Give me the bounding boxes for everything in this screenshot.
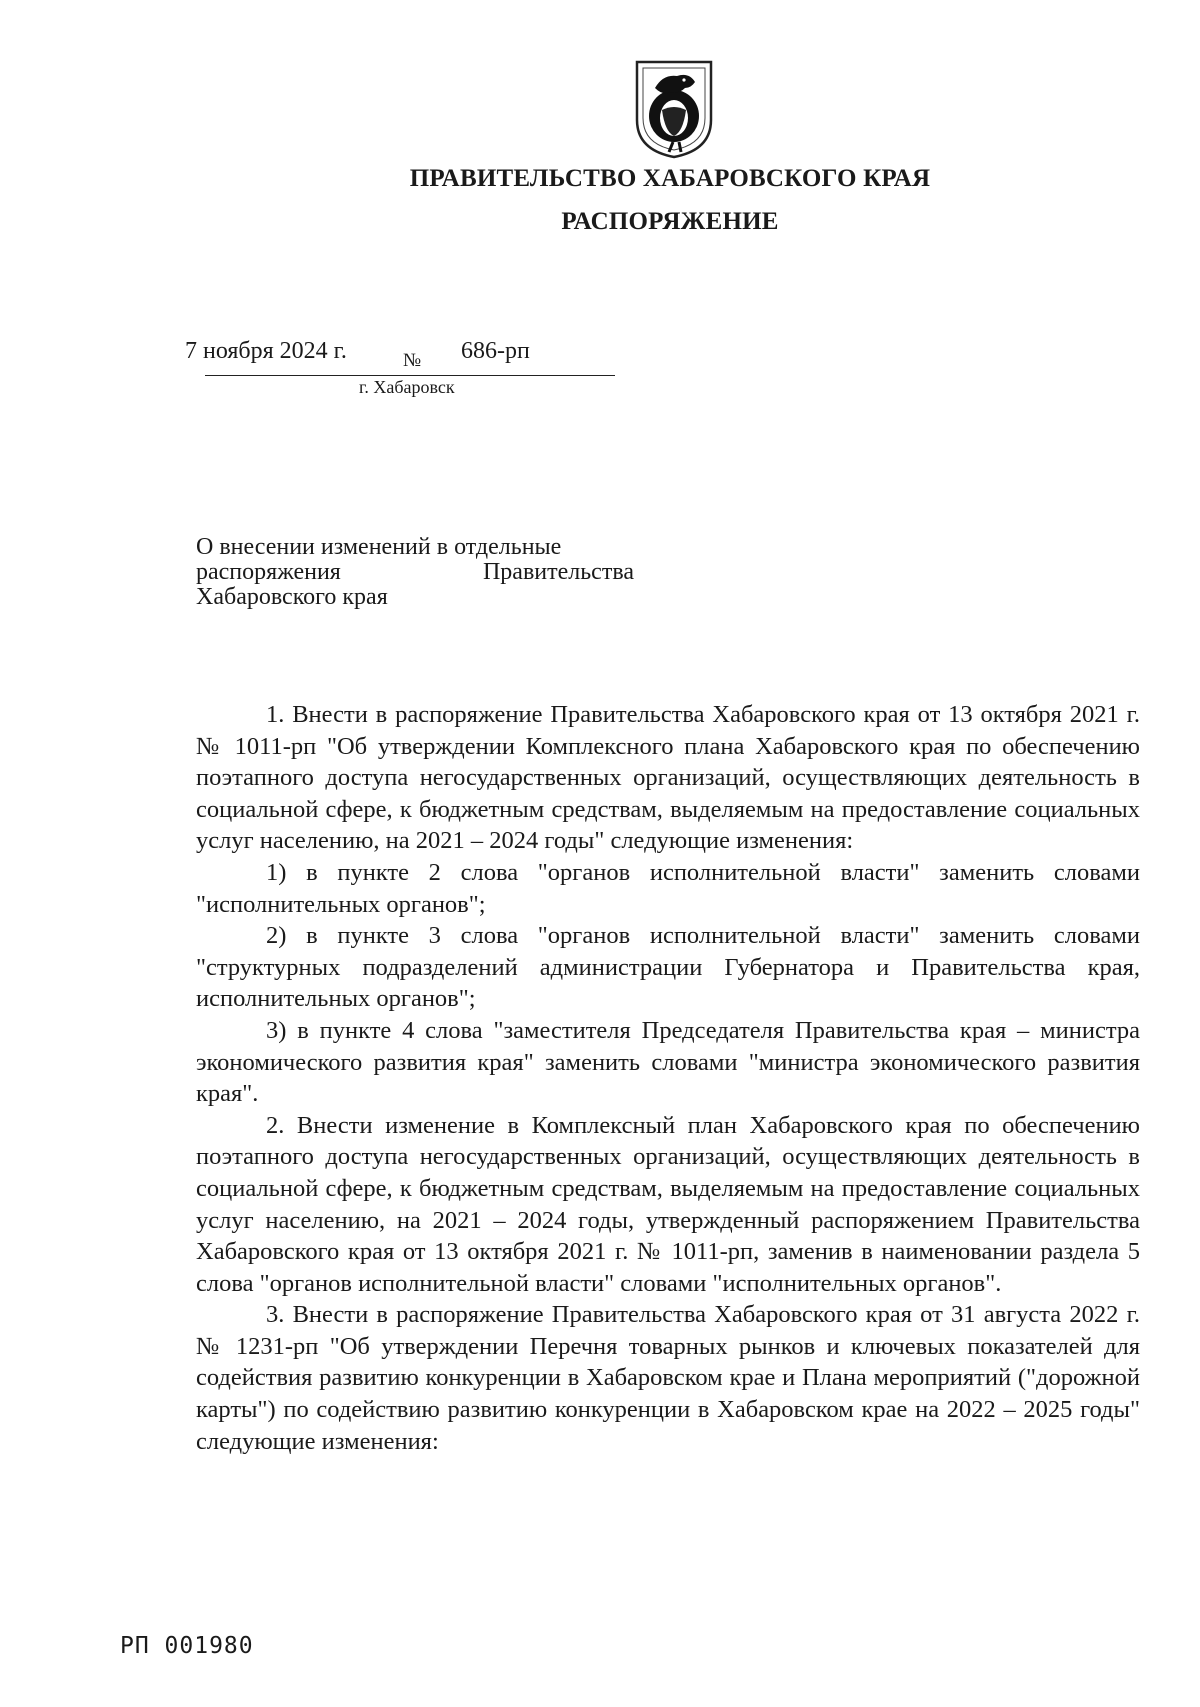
coat-of-arms-icon [633, 58, 715, 160]
subject-line: распоряжения Правительства [196, 559, 634, 585]
document-body [196, 699, 1140, 1457]
body-paragraph: 1. Внести в распоряжение Правительства Хабаровского края от 13 октября 2021 г. № 1011-рп "Об утверждении Комплексного плана Хабаровского края по обеспечению поэтапного доступа негосударственных организаций, осуществляющих деятельность в социальной сфере, к бюджетным средствам, выделяемым на предоставление социальных услуг населению, на 2021 – 2024 годы" следующие изменения: [196, 701, 1140, 855]
document-number: 686-рп [461, 338, 530, 364]
document-type: РАСПОРЯЖЕНИЕ [561, 208, 779, 235]
details-underline [205, 375, 615, 376]
body-paragraph: 3. Внести в распоряжение Правительства Хабаровского края от 31 августа 2022 г. № 1231-рп "Об утверждении Перечня товарных рынков и ключевых показателей для содействия развитию конкуренции в Хабаровском крае и Плана мероприятий ("дорожной карты") по содействию развитию конкуренции в Хабаровском крае на 2022 – 2025 годы" следующие изменения: [196, 1301, 1140, 1455]
document-details [185, 338, 635, 398]
body-paragraph: 2) в пункте 3 слова "органов исполнительной власти" заменить словами "структурных подразделений администрации Губернатора и Правительства края, исполнительных органов"; [196, 922, 1140, 1013]
number-sign: № [403, 350, 422, 371]
body-paragraph: 3) в пункте 4 слова "заместителя Председателя Правительства края – министра экономического развития края" заменить словами "министра экономического развития края". [196, 1016, 1140, 1108]
subject-line: Хабаровского края [196, 584, 388, 610]
document-city: г. Хабаровск [359, 377, 455, 397]
body-paragraph: 1) в пункте 2 слова "органов исполнительной власти" заменить словами "исполнительных органов"; [196, 858, 1140, 918]
organization-name: ПРАВИТЕЛЬСТВО ХАБАРОВСКОГО КРАЯ [409, 165, 931, 192]
body-paragraph: 2. Внести изменение в Комплексный план Хабаровского края по обеспечению поэтапного доступа негосударственных организаций, осуществляющих деятельность в социальной сфере, к бюджетным средствам, выделяемым на предоставление социальных услуг населению, на 2021 – 2024 годы, утвержденный распоряжением Правительства Хабаровского края от 13 октября 2021 г. № 1011-рп, заменив в наименовании раздела 5 слова "органов исполнительной власти" словами "исполнительных органов". [196, 1111, 1140, 1297]
form-code: РП 001980 [120, 1633, 254, 1659]
document-subject [196, 535, 634, 610]
document-date: 7 ноября 2024 г. [185, 338, 347, 364]
subject-line: О внесении изменений в отдельные [196, 534, 562, 560]
